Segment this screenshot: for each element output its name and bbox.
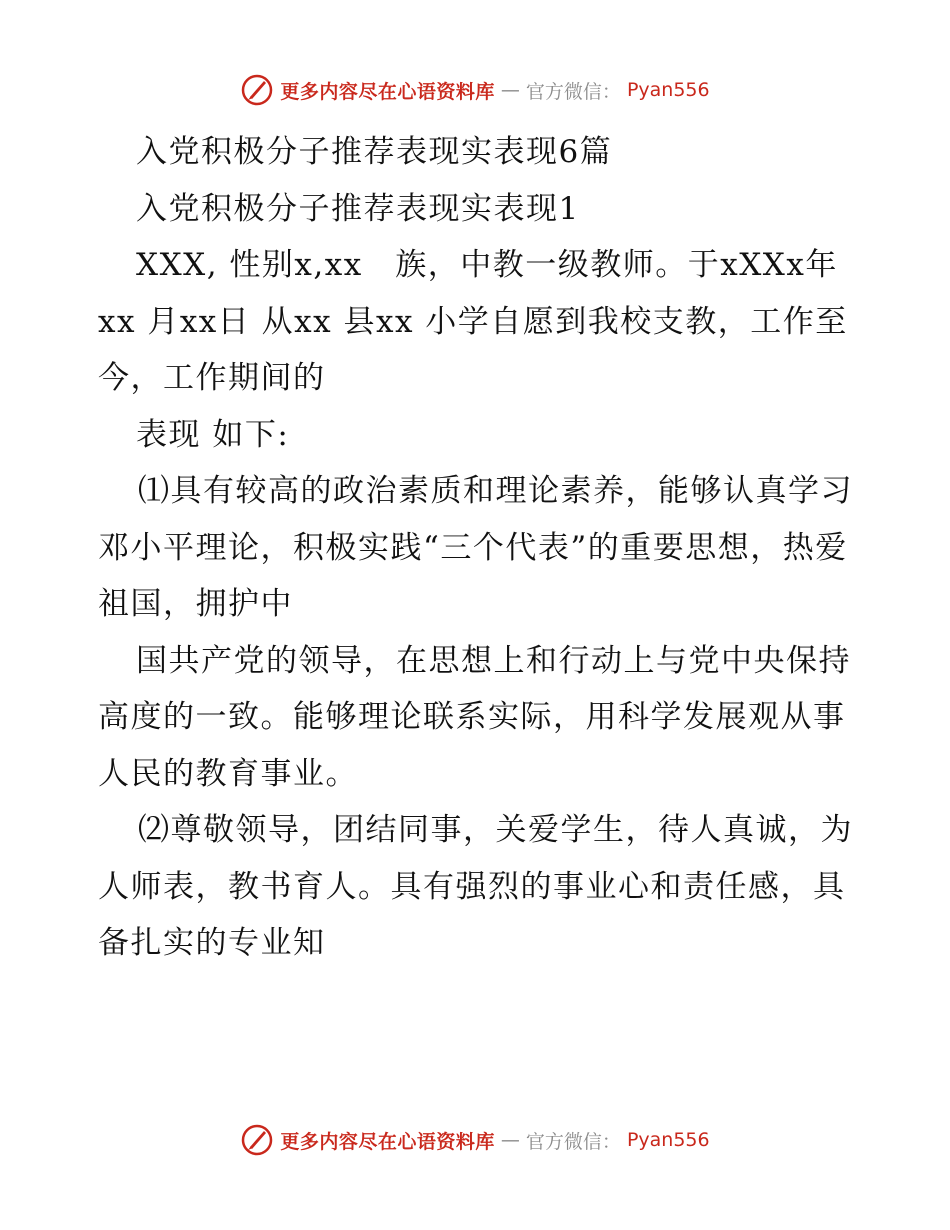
paragraph-intro: XXX, 性别x,xx 族，中教一级教师。于xXXx年xx 月xx日 从xx 县xx 小学自愿到我校支教，工作至今，工作期间的 — [98, 247, 848, 396]
paragraph-performance-label: 表现 如下: — [136, 416, 290, 453]
quill-pen-logo-icon — [240, 73, 274, 107]
banner-brand: 更多内容尽在心语资料库 — [280, 1130, 495, 1153]
banner-separator: — — [500, 79, 520, 101]
banner-wechat-label: 官方微信： — [525, 80, 621, 103]
quill-pen-logo-icon — [240, 1123, 274, 1157]
banner-separator: — — [500, 1129, 520, 1151]
banner-wechat-id: Pyan556 — [626, 79, 710, 101]
header-banner — [0, 70, 950, 110]
banner-wechat-id: Pyan556 — [626, 1129, 710, 1151]
paragraph-point-2: ⑵尊敬领导，团结同事，关爱学生，待人真诚，为人师表，教书育人。具有强烈的事业心和责任感，具备扎实的专业知 — [98, 812, 853, 961]
footer-banner — [0, 1120, 950, 1160]
section-heading: 入党积极分子推荐表现实表现1 — [136, 190, 580, 227]
paragraph-point-1-continued: 国共产党的领导，在思想上和行动上与党中央保持高度的一致。能够理论联系实际，用科学发展观从事人民的教育事业。 — [98, 642, 851, 792]
document-title: 入党积极分子推荐表现实表现6篇 — [136, 134, 613, 170]
banner-brand: 更多内容尽在心语资料库 — [280, 80, 495, 103]
banner-wechat-label: 官方微信： — [525, 1130, 621, 1153]
paragraph-point-1: ⑴具有较高的政治素质和理论素养，能够认真学习邓小平理论，积极实践“三个代表”的重要思想，热爱祖国，拥护中 — [98, 473, 853, 622]
document-body — [98, 124, 858, 972]
